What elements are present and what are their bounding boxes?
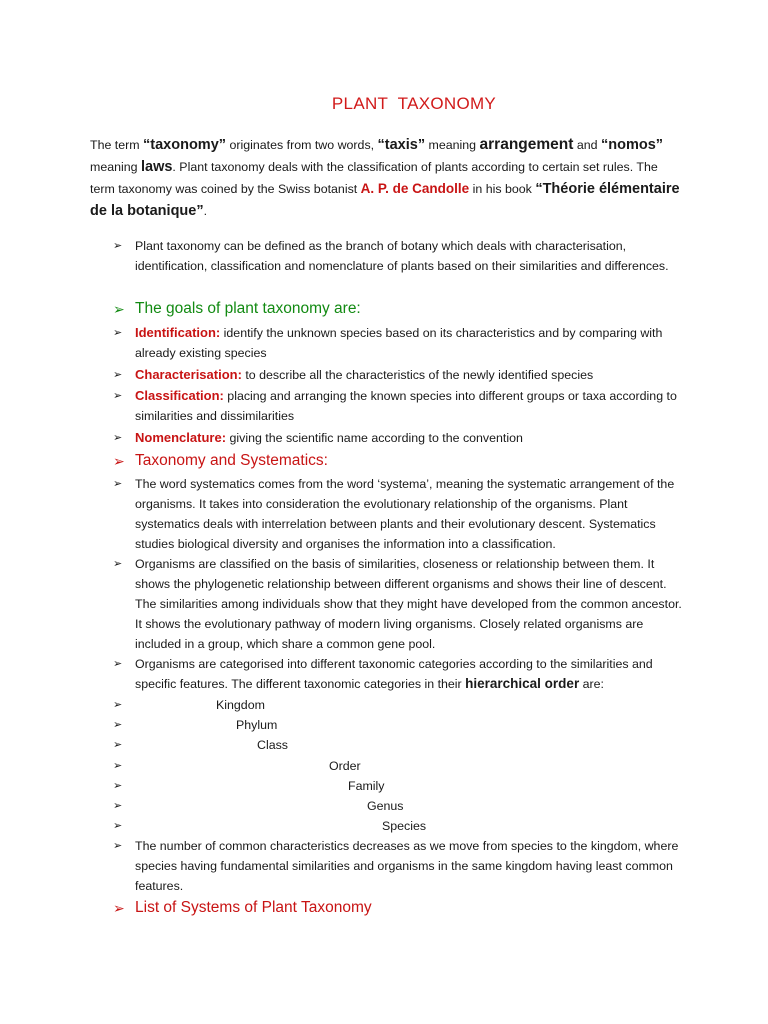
arrowhead-bullet-icon: ➢ [113,453,125,469]
arrowhead-bullet-icon: ➢ [113,432,123,444]
hierarchical-order-term: hierarchical order [465,676,580,691]
arrowhead-bullet-icon: ➢ [113,240,123,252]
rank-kingdom: Kingdom [216,698,265,712]
intro-text: and [573,138,601,152]
intro-text: in his book [469,182,536,196]
book-title: “Théorie élémentaire de la botanique” [90,181,680,219]
systematics-text: Organisms are classified on the basis of similarities, closeness or relationship between them. It shows the phylogenetic relationship between different organisms and shows their line of descent. The similarities among individuals show that they might have developed from the common ancestor. It shows the evolutionary pathway of modern living organisms. Closely related organisms are included in a group, which share a common gene pool. [135,557,682,651]
goal-item-identification [113,323,683,363]
systematics-heading [113,450,693,472]
goal-text: to describe all the characteristics of the newly identified species [241,368,594,382]
term-taxonomy: “taxonomy” [143,137,227,153]
arrowhead-bullet-icon: ➢ [113,558,123,570]
rank-species: Species [382,819,427,833]
arrowhead-bullet-icon: ➢ [113,800,123,812]
intro-text: . Plant taxonomy deals with the classification of plants according to certain set rules. The term taxonomy was coined by the Swiss botanist [90,160,658,196]
arrowhead-bullet-icon: ➢ [113,840,123,852]
rank-family: Family [348,779,385,793]
goal-label: Nomenclature: [135,430,227,445]
arrowhead-bullet-icon: ➢ [113,900,125,916]
arrowhead-bullet-icon: ➢ [113,301,125,317]
arrowhead-bullet-icon: ➢ [113,760,123,772]
rank-order: Order [329,759,361,773]
intro-text: originates from two words, [226,138,378,152]
systems-heading [113,897,693,919]
goal-item-nomenclature [113,428,683,448]
arrowhead-bullet-icon: ➢ [113,390,123,402]
goal-item-characterisation [113,365,683,385]
goals-heading [113,298,693,320]
rank-phylum: Phylum [236,718,278,732]
common-characteristics-text: The number of common characteristics decreases as we move from species to the kingdom, where species having fundamental similarities and organisms in the same kingdom having least common features. [135,839,679,893]
goal-text: giving the scientific name according to the convention [226,431,523,445]
term-taxis: “taxis” [377,137,426,153]
goal-text: identify the unknown species based on its characteristics and by comparing with already existing species [135,326,663,360]
goal-label: Characterisation: [135,367,242,382]
intro-text: meaning [425,138,480,152]
botanist-name: A. P. de Candolle [360,181,470,196]
systematics-item [113,554,683,654]
arrowhead-bullet-icon: ➢ [113,369,123,381]
arrowhead-bullet-icon: ➢ [113,719,123,731]
intro-text: meaning [90,160,141,174]
rank-class: Class [257,738,288,752]
rank-genus: Genus [367,799,404,813]
term-arrangement: arrangement [479,136,574,153]
arrowhead-bullet-icon: ➢ [113,658,123,670]
term-nomos: “nomos” [600,137,664,153]
arrowhead-bullet-icon: ➢ [113,780,123,792]
common-characteristics-item [113,836,683,896]
systematics-item [113,474,683,554]
arrowhead-bullet-icon: ➢ [113,820,123,832]
systematics-text: The word systematics comes from the word ‘systema’, meaning the systematic arrangement of the organisms. It takes into consideration the evolutionary relationship of the organisms. Plant systematics deals with interrelation between plants and their evolutionary descent. Systematics studies biological diversity and organises the information into a classification. [135,477,675,551]
definition-item [113,236,683,276]
goal-label: Classification: [135,388,224,403]
page-title: PLANT TAXONOMY [331,94,497,113]
systematics-heading-text: Taxonomy and Systematics: [135,452,328,469]
intro-text: . [203,204,208,218]
categories-text: Organisms are categorised into different taxonomic categories according to the similarities and specific features. The different taxonomic categories in their [135,657,653,691]
arrowhead-bullet-icon: ➢ [113,478,123,490]
arrowhead-bullet-icon: ➢ [113,327,123,339]
categories-item [113,654,683,694]
goal-label: Identification: [135,325,221,340]
intro-paragraph [90,134,680,222]
term-laws: laws [140,159,173,175]
categories-text: are: [579,677,604,691]
definition-text: Plant taxonomy can be defined as the branch of botany which deals with characterisation, identification, classification and nomenclature of plants based on their similarities and differences. [135,239,669,273]
goals-heading-text: The goals of plant taxonomy are: [135,300,361,317]
arrowhead-bullet-icon: ➢ [113,739,123,751]
goal-text: placing and arranging the known species into different groups or taxa according to similarities and dissimilarities [135,389,677,423]
intro-text: The term [90,138,144,152]
systems-heading-text: List of Systems of Plant Taxonomy [135,899,372,916]
arrowhead-bullet-icon: ➢ [113,699,123,711]
goal-item-classification [113,386,683,426]
